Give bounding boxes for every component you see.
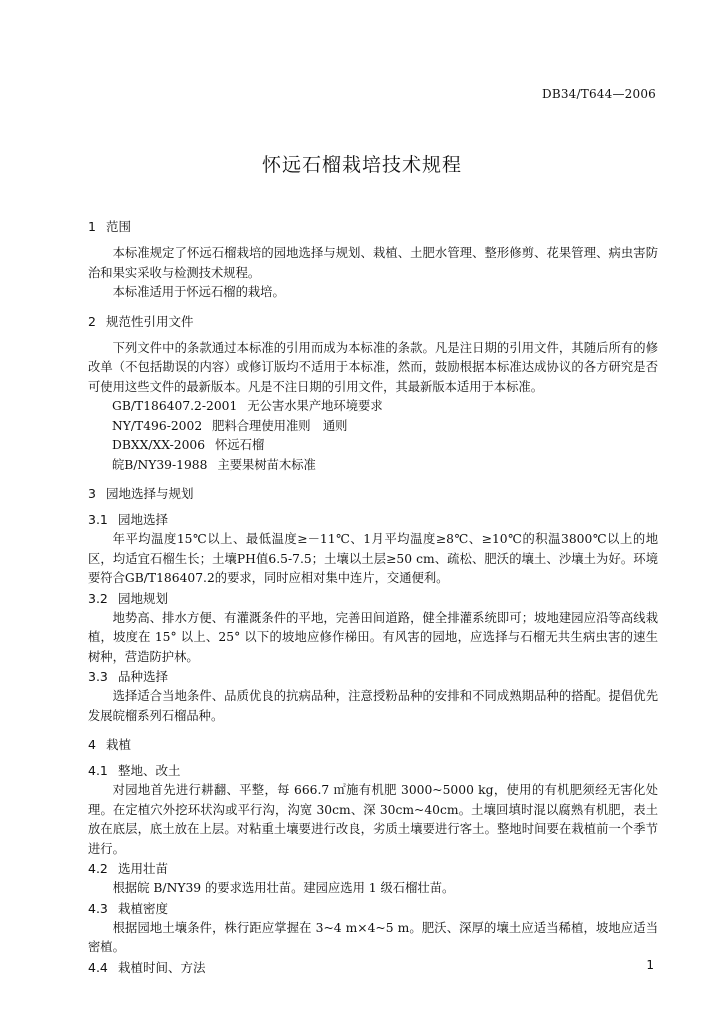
paragraph: 选择适合当地条件、品质优良的抗病品种，注意授粉品种的安排和不同成熟期品种的搭配。提倡优先发展皖榴系列石榴品种。: [88, 689, 658, 723]
paragraph: 本标准适用于怀远石榴的栽培。: [112, 285, 285, 299]
reference-name: 主要果树苗木标准: [217, 457, 316, 472]
reference-code: GB/T186407.2-2001: [112, 399, 238, 413]
subsection-number: 4.4: [88, 959, 108, 975]
subsection-title: 选用壮苗: [118, 861, 169, 876]
section-2-heading: [88, 313, 658, 331]
subsection-4-2-heading: [88, 860, 658, 878]
section-title: 栽植: [106, 737, 132, 752]
paragraph: 年平均温度15℃以上、最低温度≥－11℃、1月平均温度≥8℃、≥10℃的积温3800℃以上的地区，均适宜石榴生长；土壤PH值6.5-7.5；土壤以土层≥50 cm、疏松、肥沃的壤土、沙壤土为好。环境要符合GB/T186407.2的要求，同时应相对集中连片，交通便利。: [88, 532, 658, 585]
paragraph: 本标准规定了怀远石榴栽培的园地选择与规划、栽植、土肥水管理、整形修剪、花果管理、病虫害防治和果实采收与检测技术规程。: [88, 246, 658, 280]
standard-code: DB34/T644—2006: [542, 87, 656, 101]
reference-code: 皖B/NY39-1988: [112, 457, 208, 472]
reference-item: [88, 417, 658, 437]
subsection-4-4-heading: [88, 959, 658, 977]
subsection-number: 4.1: [88, 763, 108, 778]
section-title: 园地选择与规划: [106, 486, 194, 501]
subsection-number: 4.2: [88, 861, 108, 876]
subsection-4-3-heading: [88, 900, 658, 918]
reference-item: [88, 456, 658, 476]
subsection-title: 园地规划: [118, 590, 169, 606]
reference-item: [88, 397, 658, 417]
reference-name: 肥料合理使用准则 通则: [212, 418, 348, 433]
paragraph: 根据园地土壤条件，株行距应掌握在 3~4 m×4~5 m。肥沃、深厚的壤土应适当稀植，坡地应适当密植。: [88, 920, 658, 954]
paragraph: 地势高、排水方便、有灌溉条件的平地，完善田间道路，健全排灌系统即可；坡地建园应沿等高线栽植，坡度在 15° 以上、25° 以下的坡地应修作梯田。有风害的园地，应选择与石榴无共生病虫害的速生树种，营造防护林。: [88, 610, 658, 664]
subsection-title: 品种选择: [118, 669, 169, 684]
subsection-4-1-heading: [88, 762, 658, 780]
subsection-title: 整地、改土: [118, 763, 181, 778]
section-title: 范围: [106, 219, 132, 234]
section-4-heading: [88, 736, 658, 754]
paragraph: 根据皖 B/NY39 的要求选用壮苗。建园应选用 1 级石榴壮苗。: [112, 881, 455, 895]
reference-code: DBXX/XX-2006: [112, 438, 206, 452]
page-title: 怀远石榴栽培技术规程: [261, 154, 462, 176]
section-number: 1: [88, 219, 96, 234]
subsection-3-1-heading: [88, 511, 658, 529]
section-1-heading: [88, 218, 658, 236]
subsection-number: 3.2: [88, 590, 108, 606]
reference-item: [88, 436, 658, 456]
reference-code: NY/T496-2002: [112, 418, 203, 433]
subsection-title: 园地选择: [118, 512, 169, 527]
section-3-heading: [88, 485, 658, 503]
section-number: 4: [88, 737, 96, 752]
subsection-number: 3.3: [88, 669, 108, 684]
subsection-title: 栽植密度: [118, 900, 169, 916]
subsection-title: 栽植时间、方法: [118, 959, 206, 975]
subsection-3-3-heading: [88, 668, 658, 686]
section-number: 2: [88, 313, 96, 329]
section-title: 规范性引用文件: [106, 313, 194, 329]
subsection-number: 3.1: [88, 512, 108, 527]
reference-name: 无公害水果产地环境要求: [247, 399, 383, 413]
section-number: 3: [88, 486, 96, 501]
paragraph: 下列文件中的条款通过本标准的引用而成为本标准的条款。凡是注日期的引用文件，其随后所有的修改单（不包括勘误的内容）或修订版均不适用于本标准，然而，鼓励根据本标准达成协议的各方研究是否可使用这些文件的最新版本。凡是不注日期的引用文件，其最新版本适用于本标准。: [88, 340, 658, 394]
subsection-number: 4.3: [88, 900, 108, 916]
page-number: 1: [646, 958, 654, 972]
reference-name: 怀远石榴: [215, 438, 265, 452]
subsection-3-2-heading: [88, 590, 658, 608]
paragraph: 对园地首先进行耕翻、平整，每 666.7 ㎡施有机肥 3000~5000 kg，使用的有机肥须经无害化处理。在定植穴外挖环状沟或平行沟，沟宽 30cm、深 30cm~40cm。土壤回填时混以腐熟有机肥，表土放在底层，底土放在上层。对粘重土壤要进行改良，劣质土壤要进行客土。整地时间要在栽植前一个季节进行。: [88, 783, 658, 856]
document-body: [88, 208, 658, 978]
